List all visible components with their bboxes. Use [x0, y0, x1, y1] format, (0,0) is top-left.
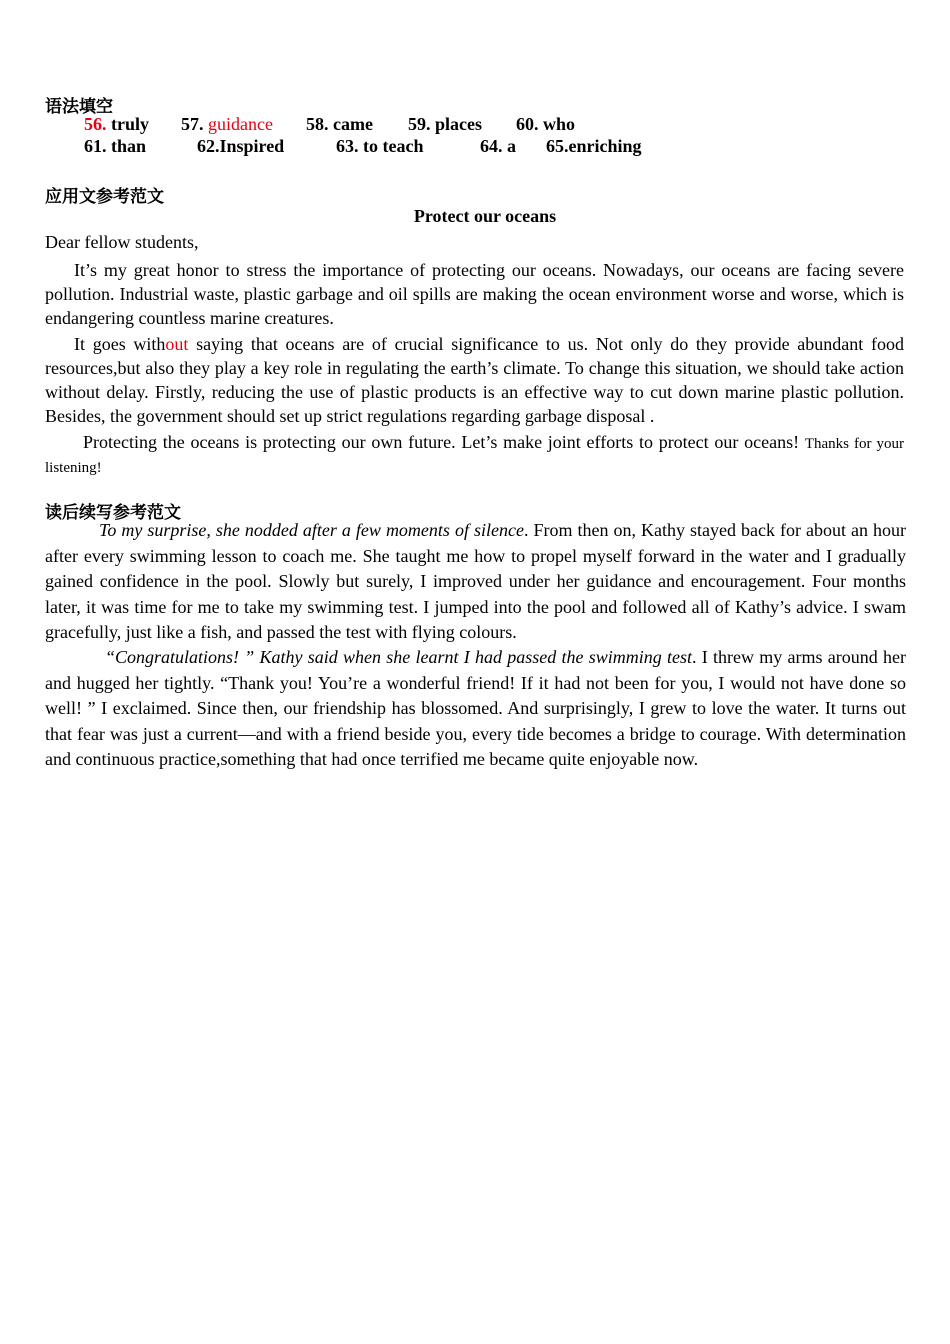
essay-heading: 应用文参考范文	[45, 187, 164, 207]
continuation-paragraph-1: To my surprise, she nodded after a few moments of silence. From then on, Kathy stayed back for about an hour after every swimming lesson to coach me. She taught me how to propel myself forward in the water and I gradually gained confidence in the pool. Slowly but surely, I improved under her guidance and encouragement. Four months later, it was time for me to take my swimming test. I jumped into the pool and followed all of Kathy’s advice. I swam gracefully, just like a fish, and passed the test with flying colours.	[45, 520, 906, 643]
answer-61: 61. than	[84, 136, 147, 156]
answer-60: 60. who	[516, 114, 576, 134]
answer-58: 58. came	[306, 114, 373, 134]
essay-paragraph-2: It goes without saying that oceans are of crucial significance to us. Not only do they provide abundant food resources,but also they play a key role in regulating the earth’s climate. To change this situation, we should take action without delay. Firstly, reducing the use of plastic products is an effective way to cut down marine plastic pollution. Besides, the government should set up strict regulations regarding garbage disposal .	[45, 334, 904, 426]
essay-paragraph-3: Protecting the oceans is protecting our own future. Let’s make joint efforts to protect our oceans! Thanks for your listening!	[45, 432, 904, 476]
grammar-heading: 语法填空	[45, 97, 113, 117]
essay-salutation: Dear fellow students,	[45, 232, 199, 252]
essay-paragraph-1: It’s my great honor to stress the importance of protecting our oceans. Nowadays, our oceans are facing severe pollution. Industrial waste, plastic garbage and oil spills are making the ocean environment worse and worse, which is endangering countless marine creatures.	[45, 260, 904, 328]
continuation-paragraph-2: “Congratulations! ” Kathy said when she learnt I had passed the swimming test. I threw my arms around her and hugged her tightly. “Thank you! You’re a wonderful friend! If it had not been for you, I would not have done so well! ” I exclaimed. Since then, our friendship has blossomed. And surprisingly, I grew to love the water. It turns out that fear was just a current—and with a friend beside you, every tide becomes a bridge to courage. With determination and continuous practice,something that had once terrified me became quite enjoyable now.	[45, 647, 906, 770]
answer-57: 57. guidance	[181, 114, 273, 134]
continuation-heading: 读后续写参考范文	[45, 503, 181, 523]
answer-63: 63. to teach	[336, 136, 424, 156]
answer-59: 59. places	[408, 114, 482, 134]
answer-64: 64. a	[480, 136, 516, 156]
essay-title: Protect our oceans	[413, 206, 557, 226]
answer-62: 62.Inspired	[197, 136, 285, 156]
answer-56: 56. truly	[84, 114, 149, 134]
answer-65: 65.enriching	[546, 136, 642, 156]
